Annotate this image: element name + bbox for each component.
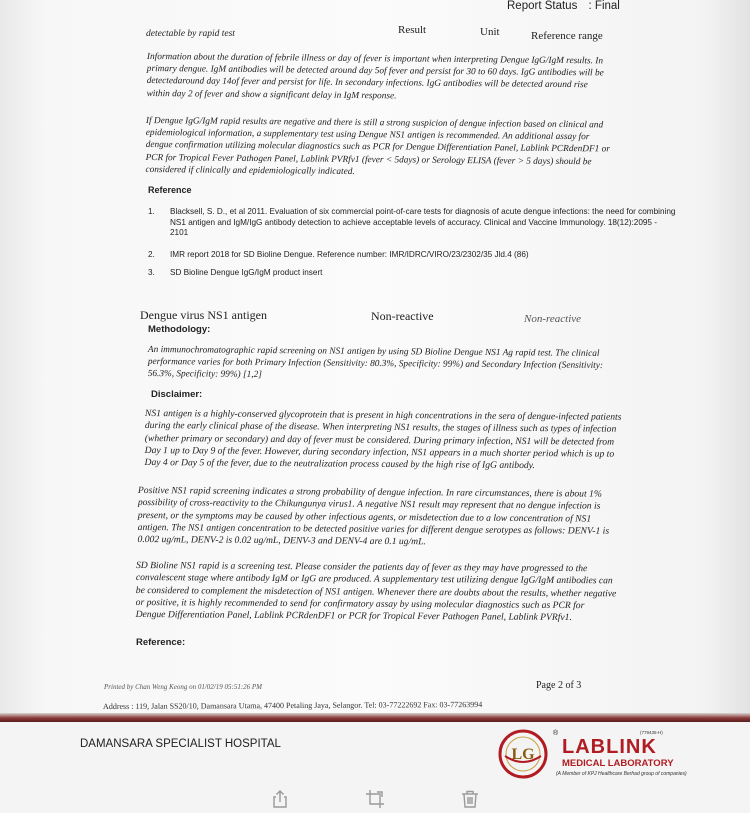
lablink-logo-icon bbox=[497, 728, 549, 780]
page-number: Page 2 of 3 bbox=[536, 680, 582, 691]
printed-by: Printed by Chan Weng Keong on 01/02/19 05:51:26 PM bbox=[104, 683, 263, 691]
paragraph-fever-duration: Information about the duration of febrile illness or day of fever is important when interpreting Dengue IgG/IgM results. In primary dengue. IgM antibodies will be detected around day 5of fever and persist for 30 to 60 days. IgG antibodies will be detectedaround day 14of fever and persist for life. In secondary infections. IgG antibodies will be detected around rise within day 2 of fever and show a significant delay in IgM response. bbox=[146, 51, 604, 102]
methodology-heading: Methodology: bbox=[148, 324, 211, 335]
disclaimer-heading: Disclaimer: bbox=[151, 389, 203, 400]
reference-item: 3. SD Bioline Dengue IgG/IgM product insert bbox=[148, 268, 323, 277]
reference-item: 2. IMR report 2018 for SD Bioline Dengue. Reference number: IMR/IDRC/VIRO/23/2302/35 Jld.4 (86) bbox=[148, 250, 529, 259]
reference-item: 1. Blacksell, S. D., et al 2011. Evaluation of six commercial point-of-care tests for diagnosis of acute dengue infections: the need for combining NS1 antigen and IgM/IgG antibody detection to achieve acceptable levels of accuracy. Clinical and Vaccine Immunology. 18(12):2095 - 2101 bbox=[148, 207, 676, 237]
crop-icon[interactable] bbox=[366, 790, 384, 808]
report-status: Report Status : Final bbox=[507, 0, 620, 12]
paragraph-negative-results: If Dengue IgG/IgM rapid results are negative and there is still a strong suspicion of dengue infection based on clinical and epidemiological information, a supplementary test using Dengue NS1 antigen is recommended. An additional assay for dengue confirmation utilizing molecular diagnostics such as PCR for Dengue Differentiation Panel, Lablink PCRdenDF1 or PCR for Tropical Fever Pathogen Panel, Lablink PVRfv1 (fever < 5days) or Serology ELISA (fever > 5 days) should be considered if clinically and epidemiologically indicated. bbox=[145, 115, 610, 177]
lablink-subtitle: MEDICAL LABORATORY bbox=[562, 758, 674, 769]
ns1-test-name: Dengue virus NS1 antigen bbox=[140, 308, 267, 322]
disclaimer-paragraph-2: Positive NS1 rapid screening indicates a strong probability of dengue infection. In rare circumstances, there is about 1% possibility of cross-reactivity to the Chikungunya virus1. A negative NS1 result may represent that no dengue infection is present, or the symptoms may be caused by other infectious agents, or misdetection due to a low concentration of NS1 antigen. The NS1 antigen concentration to be detected positive varies for different dengue serotypes as follows: DENV-1 is 0.002 ug/mL, DENV-2 is 0.02 ug/mL, DENV-3 and DENV-4 are 0.1 ug/mL. bbox=[137, 485, 610, 548]
share-icon[interactable] bbox=[271, 790, 289, 808]
ns1-reference-value: Non-reactive bbox=[524, 313, 582, 325]
lablink-company-code: (779435-H) bbox=[640, 730, 663, 735]
trash-icon[interactable] bbox=[461, 790, 479, 808]
reference-heading-2: Reference: bbox=[136, 637, 186, 648]
ns1-result-value: Non-reactive bbox=[371, 309, 434, 323]
result-column-header: Result bbox=[398, 24, 427, 36]
lab-address: Address : 119, Jalan SS20/10, Damansara Utama, 47400 Petaling Jaya, Selangor. Tel: 03-77222692 Fax: 03-77263994 bbox=[103, 700, 483, 711]
lablink-tagline: (A Member of KPJ Healthcare Berhad group of companies) bbox=[556, 771, 687, 777]
methodology-text: An immunochromatographic rapid screening on NS1 antigen by using SD Bioline Dengue NS1 Ag rapid test. The clinical performance varies for both Primary Infection (Sensitivity: 80.3%, Specificity: 99%) and Secondary Infection (Sensitivity: 56.3%, Specificity: 99%) [1,2] bbox=[147, 344, 604, 381]
reference-heading: Reference bbox=[148, 185, 192, 195]
lablink-name: LABLINK bbox=[562, 736, 657, 758]
lablink-registered-mark: ® bbox=[553, 730, 559, 737]
letterhead-area bbox=[0, 722, 750, 811]
page-torn-edge bbox=[0, 713, 750, 722]
hospital-name: DAMANSARA SPECIALIST HOSPITAL bbox=[80, 738, 281, 750]
reference-range-column-header: Reference range bbox=[531, 30, 603, 42]
disclaimer-paragraph-1: NS1 antigen is a highly-conserved glycoprotein that is present in high concentrations in the sera of dengue-infected patients during the early clinical phase of the disease. When interpreting NS1 results, the stages of illness such as types of infection (whether primary or secondary) and day of fever must be considered. During primary infection, NS1 will be detected from Day 1 up to Day 9 of the fever. However, during secondary infection, NS1 appears in a much shorter period which is up to Day 4 or Day 5 of the fever, due to the neutralization process caused by the high rise of IgG antibody. bbox=[144, 408, 622, 472]
svg-text:LG: LG bbox=[511, 746, 535, 763]
unit-column-header: Unit bbox=[480, 26, 500, 38]
test-name-fragment: detectable by rapid test bbox=[146, 29, 235, 39]
disclaimer-paragraph-3: SD Bioline NS1 rapid is a screening test. Please consider the patients day of fever as they may have progressed to the convalescent stage where antibody IgM or IgG are produced. A supplementary test utilizing dengue IgG/IgM antibodies can be considered to complement the misdetection of NS1 antigen. Whenever there are doubts about the results, whether negative or positive, it is highly recommended to send for confirmatory assay by using molecular diagnostics such as PCR for Dengue Differentiation Panel, Lablink PCRdenDF1 or PCR for Tropical Fever Pathogen Panel, Lablink PVRfv1. bbox=[135, 560, 617, 624]
